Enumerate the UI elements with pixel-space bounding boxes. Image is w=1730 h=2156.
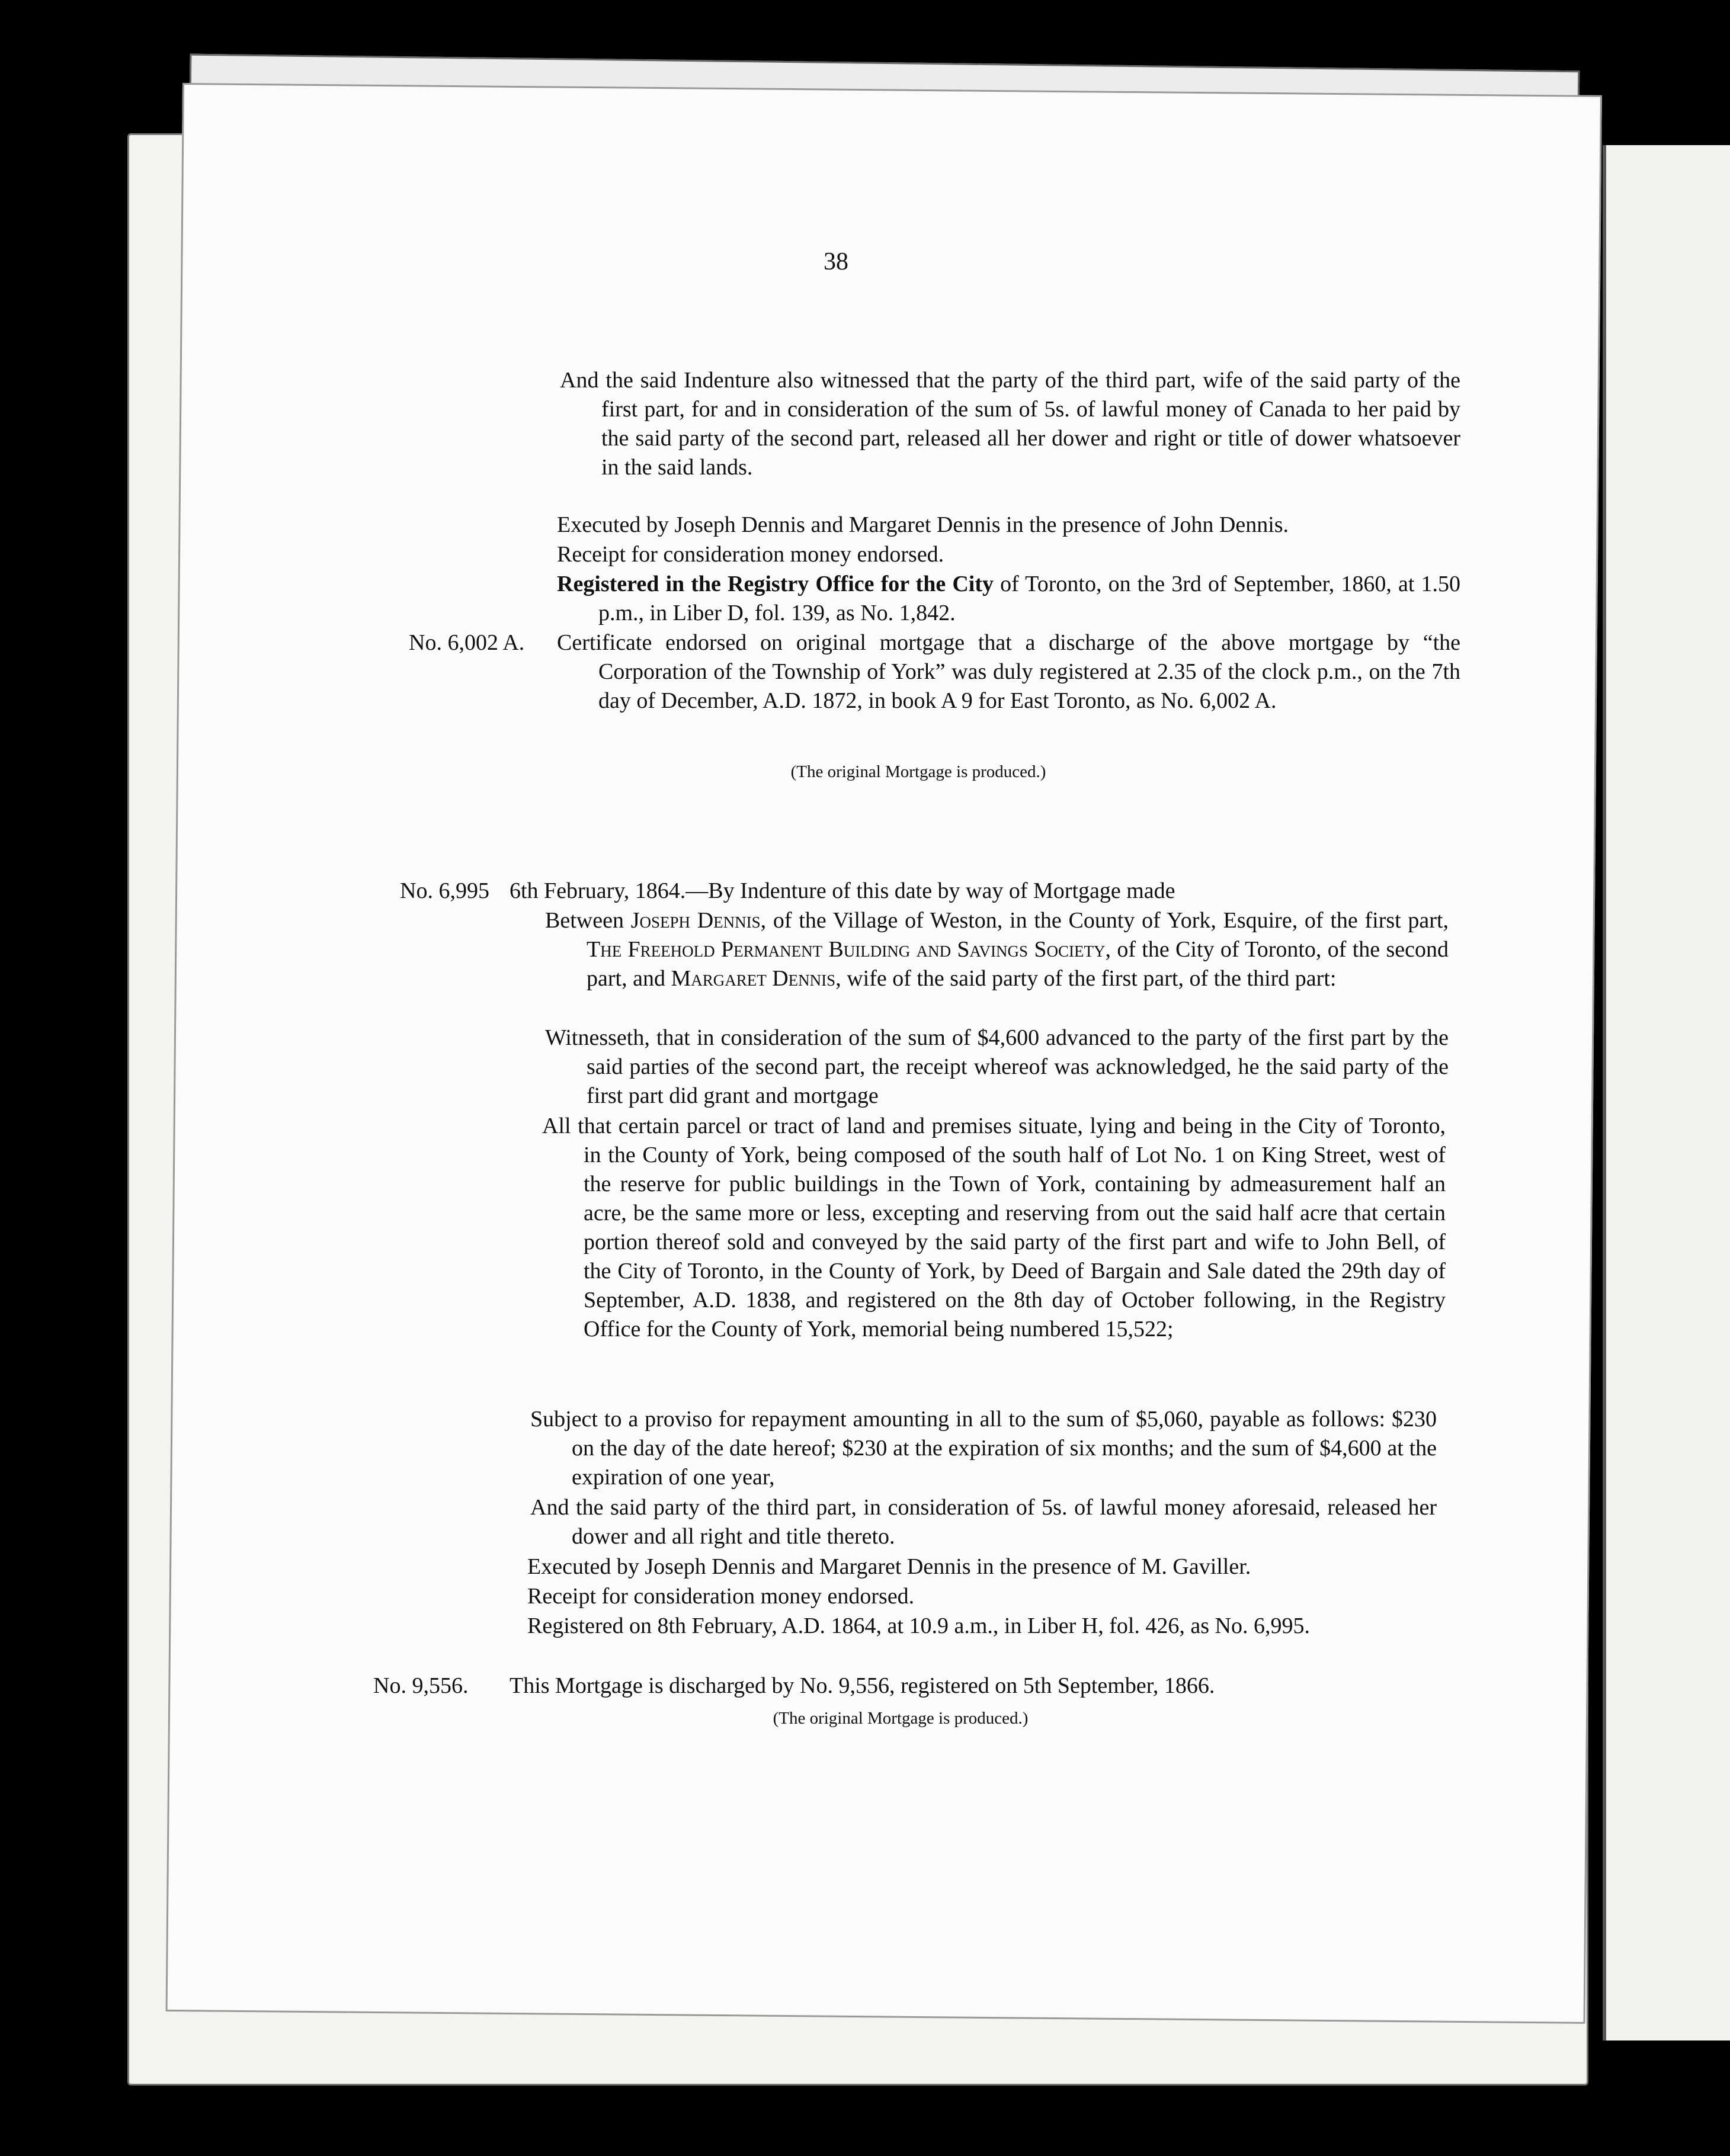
receipt-paragraph-1: Receipt for consideration money endorsed. bbox=[557, 542, 944, 567]
witnesseth-paragraph: Witnesseth, that in consideration of the sum of $4,600 advanced to the party of the first part by the said parties of the second part, the receipt whereof was acknowledged, he the said party of the first part did grant and mortgage bbox=[545, 1025, 1449, 1108]
original-mortgage-note-2: (The original Mortgage is produced.) bbox=[773, 1709, 1029, 1728]
mortgage-heading: 6th February, 1864.—By Indenture of this date by way of Mortgage made bbox=[510, 878, 1175, 903]
executed-paragraph-1: Executed by Joseph Dennis and Margaret Dennis in the presence of John Dennis. bbox=[557, 512, 1289, 537]
proviso-paragraph: Subject to a proviso for repayment amounting in all to the sum of $5,060, payable as follows: $230 on the day of the date hereof; $230 at the expiration of six months; and the sum of $4,600 at the expiration of one year, bbox=[530, 1407, 1437, 1490]
receipt-paragraph-2: Receipt for consideration money endorsed. bbox=[527, 1584, 915, 1609]
parcel-description-paragraph: All that certain parcel or tract of land and premises situate, lying and being in the City of Toronto, in the County of York, being composed of the south half of Lot No. 1 on King Street, west of the reserve for public buildings in the Town of York, containing by admeasurement half an acre, be the same more or less, excepting and reserving from out the said half acre that certain portion thereof sold and conveyed by the said party of the first part and wife to John Bell, of the City of Toronto, in the County of York, by Deed of Bargain and Sale dated the 29th day of September, A.D. 1838, and registered on the 8th day of October following, in the Registry Office for the County of York, memorial being numbered 15,522; bbox=[542, 1114, 1446, 1342]
original-mortgage-note-1: (The original Mortgage is produced.) bbox=[790, 762, 1046, 781]
margin-reference-9556: No. 9,556. bbox=[373, 1673, 469, 1698]
between-paragraph: Between Joseph Dennis, of the Village of Weston, in the County of York, Esquire, of the first part, The Freehold Permanent Building and Savings Society, of the City of Toronto, of the second part, and Margaret Dennis, wife of the said party of the first part, of the third part: bbox=[545, 908, 1449, 991]
dower-paragraph: And the said party of the third part, in consideration of 5s. of lawful money aforesaid, released her dower and all right and title thereto. bbox=[530, 1495, 1437, 1549]
facing-page-edge bbox=[1603, 145, 1730, 2040]
page-number: 38 bbox=[824, 248, 848, 275]
margin-reference-6995: No. 6,995 bbox=[400, 878, 489, 903]
discharge-paragraph: This Mortgage is discharged by No. 9,556, registered on 5th September, 1866. bbox=[510, 1673, 1215, 1698]
executed-paragraph-2: Executed by Joseph Dennis and Margaret Dennis in the presence of M. Gaviller. bbox=[527, 1554, 1251, 1579]
certificate-paragraph: Certificate endorsed on original mortgage that a discharge of the above mortgage by “the Corporation of the Township of York” was duly registered at 2.35 of the clock p.m., on the 7th day of December, A.D. 1872, in book A 9 for East Toronto, as No. 6,002 A. bbox=[557, 630, 1460, 713]
registered-paragraph-1: Registered in the Registry Office for the City of Toronto, on the 3rd of September, 1860, at 1.50 p.m., in Liber D, fol. 139, as No. 1,842. bbox=[557, 572, 1460, 625]
indenture-dower-paragraph: And the said Indenture also witnessed that the party of the third part, wife of the said party of the first part, for and in consideration of the sum of 5s. of lawful money of Canada to her paid by the said party of the second part, released all her dower and right or title of dower whatsoever in the said lands. bbox=[560, 368, 1460, 480]
margin-reference-6002a: No. 6,002 A. bbox=[409, 630, 525, 655]
registered-paragraph-2: Registered on 8th February, A.D. 1864, at 10.9 a.m., in Liber H, fol. 426, as No. 6,995. bbox=[527, 1613, 1311, 1638]
